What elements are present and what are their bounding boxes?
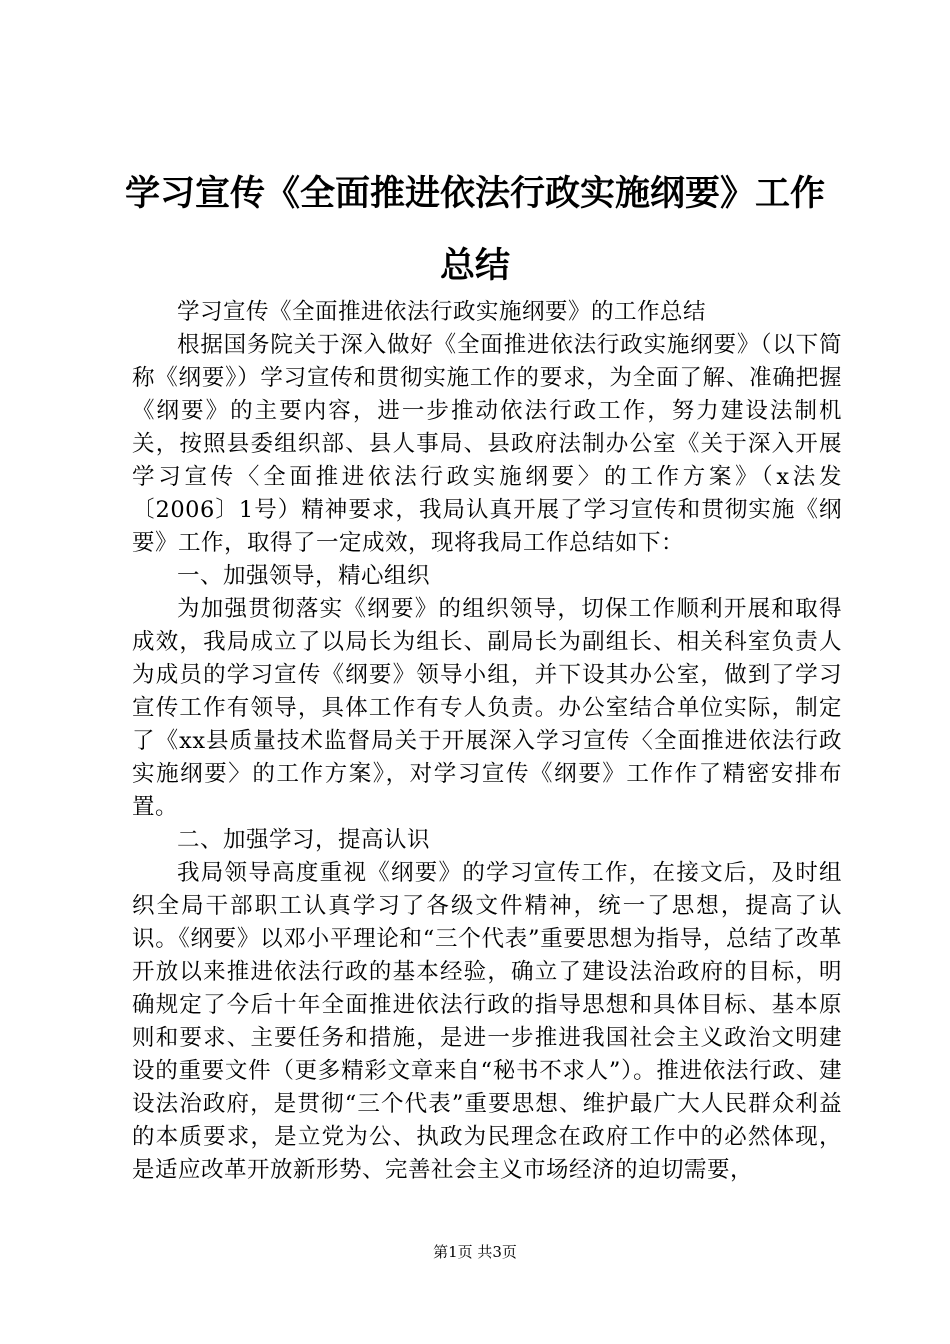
subtitle-paragraph: 学习宣传《全面推进依法行政实施纲要》的工作总结 [177,299,707,325]
section-heading-1: 一、加强领导，精心组织 [177,563,431,589]
section-heading-2: 二、加强学习，提高认识 [177,827,431,853]
document-body [132,296,842,1187]
document-title: 学习宣传《全面推进依法行政实施纲要》工作总结 [124,174,825,286]
page-number-footer: 第1页 共3页 [433,1243,517,1261]
intro-paragraph: 根据国务院关于深入做好《全面推进依法行政实施纲要》（以下简称《纲要》）学习宣传和贯彻实施工作的要求，为全面了解、准确把握《纲要》的主要内容，进一步推动依法行政工作，努力建设法制机关，按照县委组织部、县人事局、县政府法制办公室《关于深入开展学习宣传〈全面推进依法行政实施纲要〉的工作方案》（x法发〔2006〕1号）精神要求，我局认真开展了学习宣传和贯彻实施《纲要》工作，取得了一定成效，现将我局工作总结如下： [132,332,842,556]
section-2-paragraph: 我局领导高度重视《纲要》的学习宣传工作，在接文后，及时组织全局干部职工认真学习了各级文件精神，统一了思想，提高了认识。《纲要》以邓小平理论和“三个代表”重要思想为指导，总结了改革开放以来推进依法行政的基本经验，确立了建设法治政府的目标，明确规定了今后十年全面推进依法行政的指导思想和具体目标、基本原则和要求、主要任务和措施，是进一步推进我国社会主义政治文明建设的重要文件（更多精彩文章来自“秘书不求人”）。推进依法行政、建设法治政府，是贯彻“三个代表”重要思想、维护最广大人民群众利益的本质要求，是立党为公、执政为民理念在政府工作中的必然体现，是适应改革开放新形势、完善社会主义市场经济的迫切需要， [132,860,842,1183]
section-1-paragraph: 为加强贯彻落实《纲要》的组织领导，切保工作顺利开展和取得成效，我局成立了以局长为组长、副局长为副组长、相关科室负责人为成员的学习宣传《纲要》领导小组，并下设其办公室，做到了学习宣传工作有领导，具体工作有专人负责。办公室结合单位实际，制定了《xx县质量技术监督局关于开展深入学习宣传〈全面推进依法行政实施纲要〉的工作方案》，对学习宣传《纲要》工作作了精密安排布置。 [132,596,842,820]
